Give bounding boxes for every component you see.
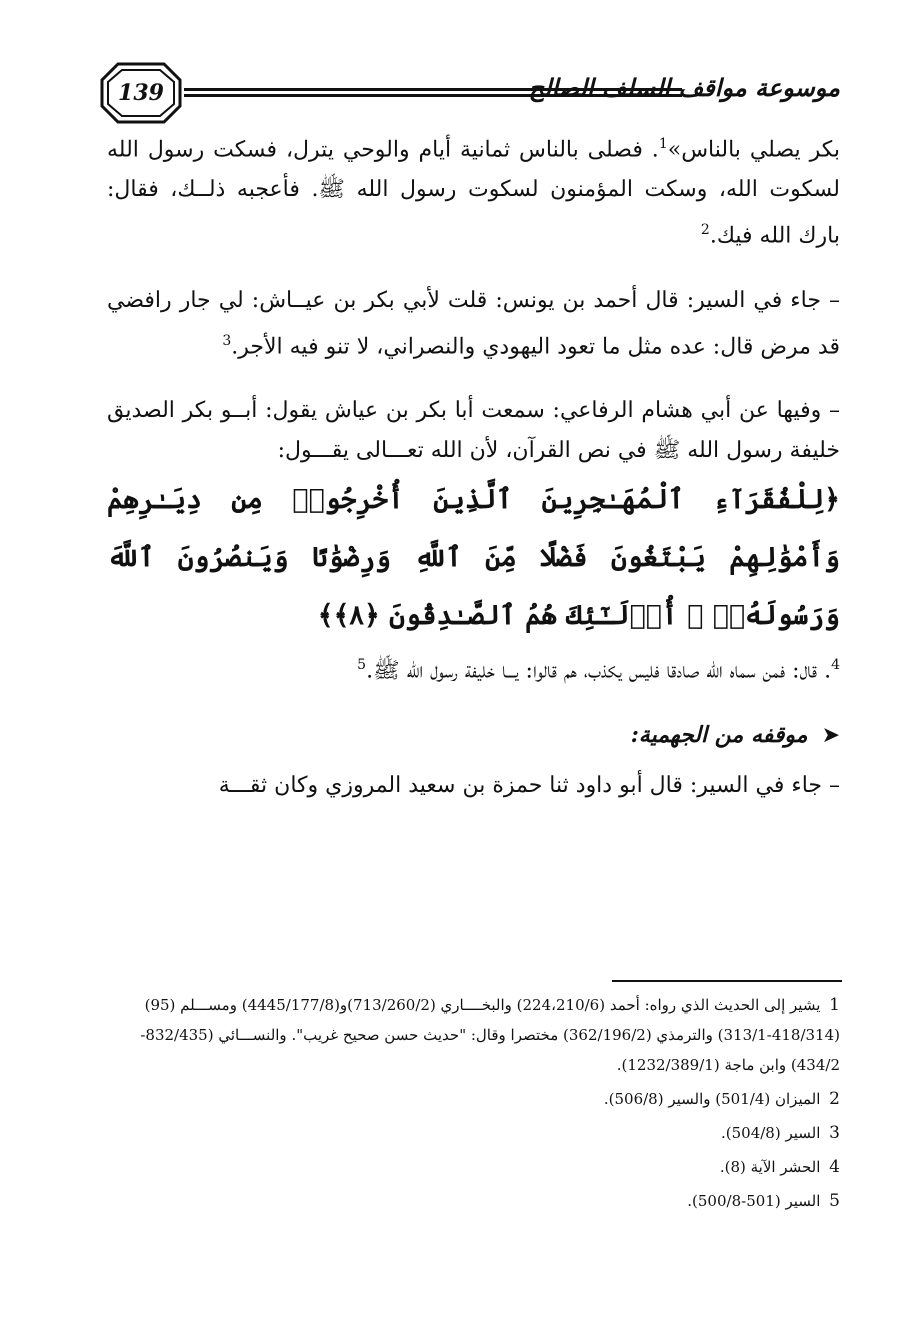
paragraph-text: بكر يصلي بالناس»: [667, 137, 840, 163]
page-header: [100, 62, 840, 124]
footnote-ref: 1: [658, 136, 668, 152]
footnote-ref: 5: [357, 656, 367, 673]
footnote-text: يشير إلى الحديث الذي رواه: أحمد (224،210/6) والبخــــاري (713/260/2)و(4445/177/8) ومســـلم (95)(418/314-313/1) والترمذي (362/196/2) مختصرا وقال: "حديث حسن صحيح غريب". والنســـائي (832/435-434/2) وابن ماجة (1232/389/1).: [140, 996, 840, 1074]
footnote-separator: [612, 980, 842, 982]
page-number: 139: [118, 80, 164, 106]
paragraph-2: [107, 281, 840, 367]
paragraph-1: [107, 124, 840, 257]
footnote: [107, 1186, 840, 1216]
footnote-text: الحشر الآية (8).: [719, 1158, 821, 1176]
footnote: [107, 1118, 840, 1148]
paragraph-text: . قال: فمن سماه الله صادقا فليس يكذب، هم قالوا: يـــا خليفة رسول الله ﷺ.: [366, 658, 832, 684]
footnote: [107, 1084, 840, 1114]
paragraph-text: . فصلى بالناس ثمانية أيام والوحي يترل، فسكت رسول الله لسكوت الله، وسكت المؤمنون لسكوت رسول الله ﷺ. فأعجبه ذلــك، فقال: بارك الله فيك.: [107, 137, 840, 249]
footnote-number: 4: [829, 1157, 840, 1177]
paragraph-4: [107, 766, 840, 806]
paragraph-text: – جاء في السير: قال أبو داود ثنا حمزة بن سعيد المروزي وكان ثقـــة: [218, 773, 840, 799]
footnote-number: 1: [829, 995, 840, 1015]
book-title: موسوعة مواقف السلف الصالح: [528, 73, 840, 102]
quran-verse: ﴿لِلْفُقَرَآءِ ٱلْمُهَـٰجِرِينَ ٱلَّذِينَ أُخْرِجُوا۟ مِن دِيَـٰرِهِمْ وَأَمْوَٰلِهِمْ يَبْتَغُونَ فَضْلًا مِّنَ ٱللَّهِ وَرِضْوَٰنًا وَيَنصُرُونَ ٱللَّهَ وَرَسُولَهُۥٓ ۚ أُو۟لَـٰٓئِكَ هُمُ ٱلصَّـٰدِقُونَ ﴿٨﴾﴾: [107, 483, 840, 631]
footnote-ref: 3: [222, 332, 232, 349]
footnote-number: 5: [829, 1191, 840, 1211]
footnote-text: السير (501-500/8).: [687, 1192, 821, 1210]
footnote: [107, 1152, 840, 1182]
section-heading: [107, 715, 840, 756]
footnote-number: 3: [829, 1123, 840, 1143]
paragraph-text: – جاء في السير: قال أحمد بن يونس: قلت لأبي بكر بن عيــاش: لي جار رافضي قد مرض قال: عده مثل ما تعود اليهودي والنصراني، لا تنو فيه الأجر.: [107, 287, 840, 359]
arrow-bullet-icon: ➤: [821, 723, 840, 749]
footnote-ref: 4: [831, 656, 840, 673]
paragraph-3: [107, 391, 840, 691]
footnote-number: 2: [829, 1089, 840, 1109]
paragraph-text: – وفيها عن أبي هشام الرفاعي: سمعت أبا بكر بن عياش يقول: أبــو بكر الصديق خليفة رسول الله ﷺ في نص القرآن، لأن الله تعـــالى يقـــول:: [107, 397, 840, 463]
section-heading-text: موقفه من الجهمية:: [630, 722, 808, 749]
footnote-text: الميزان (501/4) والسير (506/8).: [603, 1090, 821, 1108]
body-text: [107, 124, 840, 830]
footnote-ref: 2: [700, 222, 710, 239]
page-number-badge: [100, 62, 182, 124]
footnote-text: السير (504/8).: [720, 1124, 821, 1142]
footnote: [107, 990, 840, 1080]
footnotes: [107, 990, 840, 1220]
